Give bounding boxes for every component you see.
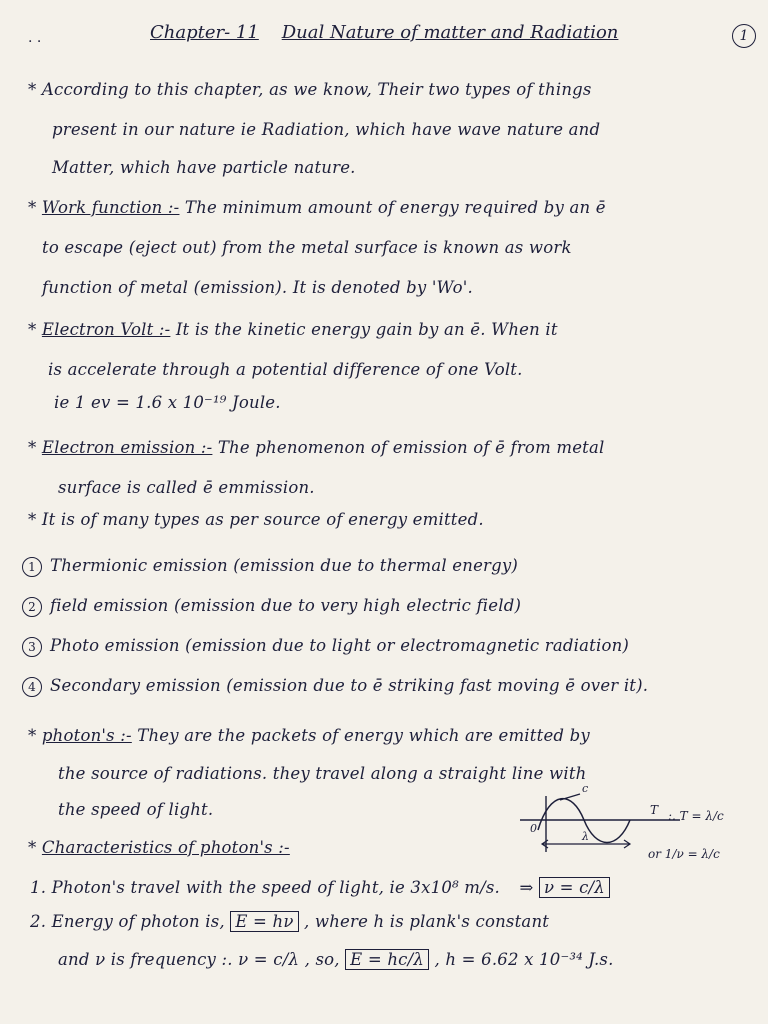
bullet: * — [28, 320, 42, 339]
label-lambda: λ — [582, 830, 589, 843]
page-number: 1 — [732, 24, 756, 48]
text: It is the kinetic energy gain by an ē. When it — [170, 320, 558, 339]
velocity-arrow — [560, 794, 580, 800]
boxed-formula: E = hν — [230, 911, 298, 932]
bullet: * — [28, 438, 42, 457]
bullet: * — [28, 510, 42, 529]
list-item — [22, 596, 521, 617]
heading: Characteristics of photon's :- — [41, 838, 290, 857]
text: They are the packets of energy which are emitted by — [131, 726, 590, 745]
item-text: Secondary emission (emission due to ē striking fast moving ē over it). — [50, 676, 649, 695]
equation-frequency: or 1/ν = λ/c — [648, 847, 720, 861]
characteristic-2 — [30, 912, 549, 931]
electron-volt-line — [28, 320, 558, 339]
text-line: the speed of light. — [58, 800, 214, 819]
electron-emission-line — [28, 438, 605, 457]
bullet: * — [28, 838, 42, 857]
list-item — [22, 676, 648, 697]
text: , h = 6.62 x 10⁻³⁴ J.s. — [434, 950, 614, 969]
bullet: * — [28, 726, 42, 745]
chapter-label: Chapter- 11 — [150, 22, 259, 43]
heading: Electron emission :- — [41, 438, 213, 457]
label-origin: 0 — [530, 822, 537, 835]
item-number: 1 — [22, 557, 42, 577]
bullet: * — [28, 198, 42, 217]
text-line — [28, 510, 484, 529]
item-text: Photo emission (emission due to light or electromagnetic radiation) — [50, 636, 630, 655]
item-text: Thermionic emission (emission due to thermal energy) — [50, 556, 519, 575]
boxed-formula: ν = c/λ — [539, 877, 610, 898]
text: The minimum amount of energy required by an ē — [179, 198, 606, 217]
item-number: 3 — [22, 637, 42, 657]
arrow: ⇒ — [519, 878, 534, 897]
chapter-title: Dual Nature of matter and Radiation — [281, 22, 619, 43]
characteristics-line — [28, 838, 290, 857]
item-number: 2 — [22, 597, 42, 617]
text-line: function of metal (emission). It is denoted by 'Wo'. — [42, 278, 473, 297]
label-T: T — [650, 803, 659, 817]
text: 1. Photon's travel with the speed of light, ie 3x10⁸ m/s. — [30, 878, 500, 897]
text: , where h is plank's constant — [304, 912, 550, 931]
page-title — [150, 22, 618, 43]
text: The phenomenon of emission of ē from metal — [212, 438, 605, 457]
heading: Work function :- — [41, 198, 180, 217]
label-c: c — [582, 786, 589, 795]
characteristic-2-cont — [58, 950, 614, 969]
item-number: 4 — [22, 677, 42, 697]
text-line: present in our nature ie Radiation, which have wave nature and — [52, 120, 601, 139]
equation-period: :. T = λ/c — [668, 809, 724, 823]
text-line: ie 1 ev = 1.6 x 10⁻¹⁹ Joule. — [54, 393, 281, 412]
item-text: field emission (emission due to very high electric field) — [50, 596, 522, 615]
wave-diagram — [520, 786, 760, 868]
characteristic-1 — [30, 878, 610, 897]
photons-line — [28, 726, 590, 745]
heading: Electron Volt :- — [41, 320, 171, 339]
text-line: surface is called ē emmission. — [58, 478, 315, 497]
text-line: Matter, which have particle nature. — [52, 158, 356, 177]
work-function-line — [28, 198, 606, 217]
text: It is of many types as per source of energy emitted. — [41, 510, 484, 529]
text-line: is accelerate through a potential difference of one Volt. — [48, 360, 523, 379]
header-marks: . . — [28, 30, 42, 46]
text: 2. Energy of photon is, — [30, 912, 225, 931]
heading: photon's :- — [41, 726, 132, 745]
list-item — [22, 636, 629, 657]
text-line: * According to this chapter, as we know, Their two types of things — [28, 80, 592, 99]
text-line: the source of radiations. they travel along a straight line with — [58, 764, 587, 783]
text-line: to escape (eject out) from the metal surface is known as work — [42, 238, 572, 257]
text: and ν is frequency :. ν = c/λ , so, — [58, 950, 340, 969]
boxed-formula: E = hc/λ — [345, 949, 429, 970]
list-item — [22, 556, 518, 577]
